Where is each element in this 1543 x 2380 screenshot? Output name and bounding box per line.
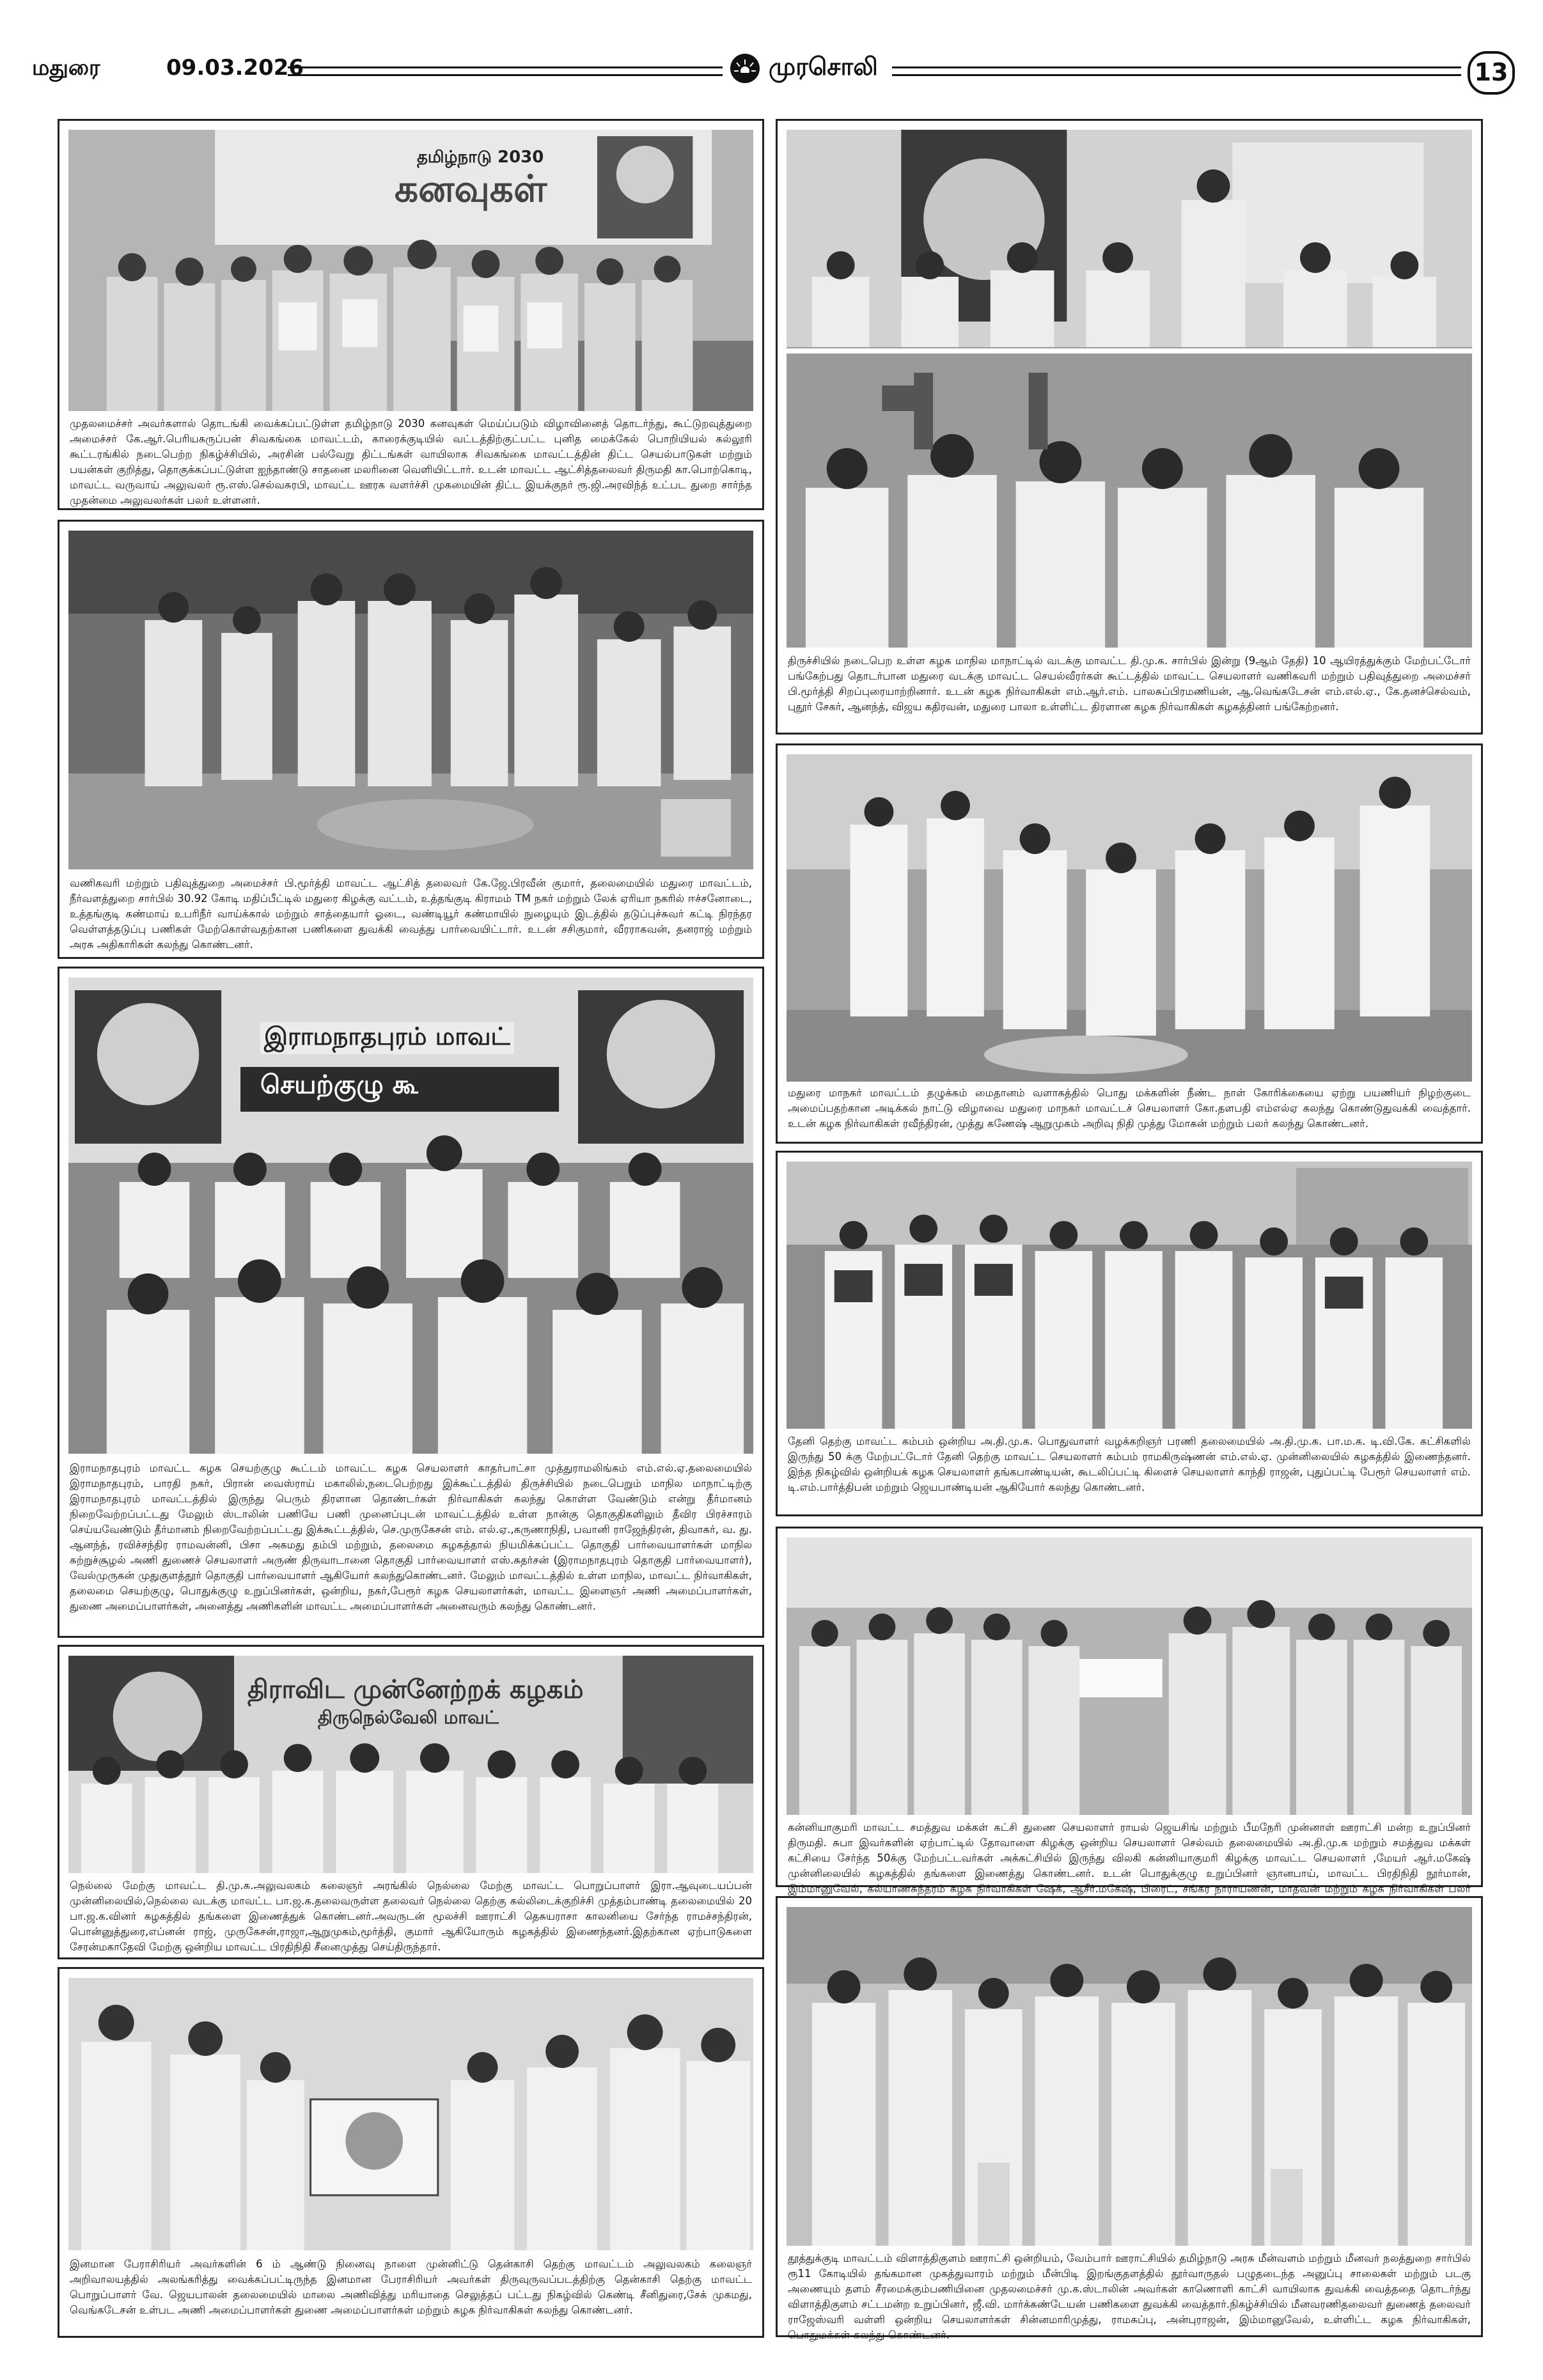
news-photo-panel-6: [776, 119, 1483, 735]
news-photo-panel-2: [58, 520, 764, 959]
news-photo-panel-5: [58, 1967, 764, 2338]
newspaper-name: முரசொலி: [769, 52, 878, 81]
photo-caption-4: நெல்லை மேற்கு மாவட்ட தி.மு.க.அலுவலகம் கலைஞர் அரங்கில் நெல்லை மேற்கு மாவட்ட பொறுப்பாளர் இரா.ஆவுடையப்பன் முன்னிலையில்,நெல்லை வடக்கு மாவட்ட பா.ஜ.க.தலைவருள்ள தலைவர் நெல்லை தெற்கு கல்லிடைக்குறிச்சி முத்தம்பாண்டி தலைமையில் 20 பா.ஜ.க.வினர் கழகத்தில் தங்களை இணைத்துக் கொண்டனர்.அவருடன் மூலச்சி ஊராட்சி தெசுயராசா காலனியை சேர்ந்த ராமச்சந்திரன், பொன்னுத்துரை,எப்னன் ராஜ், முருகேசன்,ராஜா,ஆறுமுகம்,மூர்த்தி, குமார் ஆகியோரும் கழகத்தில் இணைந்தனர்.இதற்கான ஏற்பாடுகளை சேரன்மகாதேவி மேற்கு ஒன்றிய மாவட்ட பிரதிநிதி சீனைமுத்து செய்திருந்தார்.: [70, 1879, 752, 1953]
photo-caption-8: தேனி தெற்கு மாவட்ட கம்பம் ஒன்றிய அ.தி.மு.க. பொதுவாளர் வழக்கறிஞர் பரணி தலைமையில் அ.தி.மு.க. பா.ம.க. டி.வி.கே. கட்சிகளில் இருந்து 50 க்கு மேற்பட்டோர் தேனி தெற்கு மாவட்ட செயலாளர் கம்பம் ராமகிருஷ்ணன் எம்.எல்.ஏ. முன்னிலையில் கழகத்தில் இணைந்தனர். இந்த நிகழ்வில் ஒன்றியக் கழக செயலாளர் தங்கபாண்டியன், கூடலிப்பட்டி கிளைச் செயலாளர் காந்தி ராஜன், புதுப்பட்டி பேரூர் செயலாளர் எம். டி.எம்.பார்த்திபன் மற்றும் ஜெயபாண்டியன் ஆகியோர் கலந்து கொண்டனர்.: [788, 1435, 1471, 1493]
news-photo-panel-9: [776, 1527, 1483, 1895]
photo-caption-2: வணிகவரி மற்றும் பதிவுத்துறை அமைச்சர் பி.மூர்த்தி மாவட்ட ஆட்சித் தலைவர் கே.ஜே.பிரவீன் குமார், தலைமையில் மதுரை மாவட்டம், நீர்வளத்துறை சார்பில் 30.92 கோடி மதிப்பீட்டில் மதுரை கிழக்கு வட்டம், உத்தங்குடி கிராமம் TM நகர் மற்றும் லேக் ஏரியா நகரில் ஈச்சனோடை, உத்தங்குடி கண்மாய் உபரிநீர் வாய்க்கால் மற்றும் சாத்தையார் ஓடை, வண்டியூர் கண்மாயில் நுழையும் இடத்தில் தடுப்புச்சுவர் கட்டி நிரந்தர வெள்ளத்தடுப்பு பணிகள் மேற்கொள்வதற்கான பணிகளை துவக்கி வைத்து பார்வையிட்டார். உடன் சசிகுமார், வீரராகவன், தனராஜ் மற்றும் அரசு அதிகாரிகள் கலந்து கொண்டனர்.: [70, 877, 752, 951]
news-photo-1: [68, 130, 753, 411]
news-photo-3: [68, 977, 753, 1454]
issue-date: 09.03.2026: [166, 55, 304, 81]
news-photo-5: [68, 1978, 753, 2250]
news-photo-panel-1: [58, 119, 764, 510]
city-name: மதுரை: [32, 55, 100, 81]
photo-caption-3: இராமநாதபுரம் மாவட்ட கழக செயற்குழு கூட்டம் மாவட்ட கழக செயலாளர் காதர்பாட்சா முத்துராமலிங்கம் எம்.எல்.ஏ.தலைமையில் இராமநாதபுரம், பாரதி நகர், பிரான் வைஸ்ராய் மகாலில்,நடைபெற்றது இக்கூட்டத்தில் திருச்சியில் நடைபெறும் மாநில மாநாட்டிற்கு இராமநாதபுரம் மாவட்டத்தில் இருந்து பெரும் திரளான தொண்டர்கள் நிர்வாகிகள் கலந்து கொள்ள வேண்டும் என்று தீர்மானம் நிறைவேற்றப்பட்டது மேலும் ஸ்டாலின் பணியே பணி முனைப்புடன் மாவட்டத்தில் உள்ள நான்கு தொகுதிகளிலும் தீவிர பிரச்சாரம் செய்யவேண்டும் தீர்மானம் நிறைவேற்றப்பட்டது இக்கூட்டத்தில், செ.முருகேசன் எம். எல்.ஏ.,கருணாநிதி, பவானி ராஜேந்திரன், திவாகர், வ. து. ஆனந்த், ரவிச்சந்திர ராமவன்னி, பிசா அகமது தம்பி மற்றும், தலைமை கழகத்தால் நியமிக்கப்பட்ட தொகுதி பார்வையாளர்கள் மாநில சுற்றுச்சூழல் அணி துணைச் செயலாளர் அருண் திருவாடானை தொகுதி பார்வையாளர் எஸ்.சுதர்சன் (இராமநாதபுரம் தொகுதி பார்வையாளர்), வேல்முருகன் முதுகுளத்தூர் தொகுதி பார்வையாளர் ஆகியோர் கலந்துகொண்டனர். மேலும் மாவட்டத்தில் உள்ள மாநில, மாவட்ட நிர்வாகிகள், தலைமை செயற்குழு, பொதுக்குழு உறுப்பினர்கள், ஒன்றிய, நகர்,பேரூர் கழக செயலாளர்கள், மாவட்ட இளைஞர் அணி அமைப்பாளர்கள், துணை அமைப்பாளர்கள், அனைத்து அணிகளின் மாவட்ட அமைப்பாளர்கள் அனைவரும் கலந்து கொண்டனர்.: [70, 1462, 752, 1612]
banner-text-line-2: திருநெல்வேலி மாவட்: [318, 1707, 499, 1728]
news-photo-panel-4: [58, 1645, 764, 1959]
header-rule-right: [892, 66, 1461, 76]
banner-text-line-1: இராமநாதபுரம் மாவட்: [260, 1022, 514, 1054]
banner-title-big: கனவுகள்: [395, 167, 547, 210]
banner-text-line-1: திராவிட முன்னேற்றக் கழகம்: [247, 1675, 584, 1704]
photo-caption-7: மதுரை மாநகர் மாவட்டம் தழுக்கம் மைதானம் வளாகத்தில் பொது மக்களின் நீண்ட நாள் கோரிக்கையை ஏற்று பயணியர் நிழற்குடை அமைப்பதற்கான அடிக்கல் நாட்டு விழாவை மதுரை மாநகர் மாவட்டச் செயலாளர் கோ.தளபதி எம்எல்ஏ கலந்து கொண்டுதுவக்கி வைத்தார். உடன் கழக நிர்வாகிகள் ரவீந்திரன், முத்து கணேஷ் ஆறுமுகம் அறிவு நிதி முத்து மோகன் மற்றும் பலர் கலந்து கொண்டனர்.: [788, 1087, 1471, 1130]
page-number: 13: [1468, 51, 1515, 95]
news-photo-2: [68, 531, 753, 869]
page-header: [32, 50, 1516, 95]
news-photo-panel-3: [58, 967, 764, 1638]
news-photo-6: [787, 130, 1472, 648]
photo-caption-1: முதலமைச்சர் அவர்களால் தொடங்கி வைக்கப்பட்டுள்ள தமிழ்நாடு 2030 கனவுகள் மெய்ப்படும் விழாவினைத் தொடர்ந்து, கூட்டுறவுத்துறை அமைச்சர் கே.ஆர்.பெரியகருப்பன் சிவகங்கை மாவட்டம், காரைக்குடியில் வட்டத்திற்குட்பட்ட புனித மைக்கேல் பொறியியல் கல்லூரி கூட்டரங்கில் நடைபெற்ற நிகழ்ச்சியில், அரசின் பல்வேறு திட்டங்கள் வாயிலாக சிவகங்கை மாவட்டத்தின் திட்ட செயல்பாடுகள் மற்றும் பயன்கள் குறித்து, தொகுக்கப்பட்டுள்ள ஐந்தாண்டு சாதனை மலரினை வெளியிட்டார். உடன் மாவட்ட ஆட்சித்தலைவர் திருமதி கா.பொற்கொடி, மாவட்ட வருவாய் அலுவலர் ரூ.எஸ்.செல்வசுரபி, மாவட்ட ஊரக வளர்ச்சி முகமையின் திட்ட இயக்குநர் ரூ.ஜி.அரவிந்த் உட்பட துறை சார்ந்த முதன்மை அலுவலர்கள் பலர் உள்ளனர்.: [70, 417, 752, 506]
news-photo-panel-8: [776, 1151, 1483, 1516]
photo-caption-9: கன்னியாகுமரி மாவட்ட சமத்துவ மக்கள் கட்சி துணை செயலாளர் ராயல் ஜெயசிங் மற்றும் பீமநேரி முன்னாள் ஊராட்சி மன்ற உறுப்பினர் திருமதி. சுபா இவர்களின் ஏற்பாட்டில் தோவாளை கிழக்கு ஒன்றிய செயலாளர் செல்வம் தலைமையில் அ.தி.மு.க மற்றும் சமத்துவ மக்கள் கட்சியை சேர்ந்த 50க்கு மேற்பட்டவர்கள் அக்கட்சியில் இருந்து விலகி கன்னியாகுமரி கிழக்கு மாவட்ட செயலாளர் ,மேயர் ஆர்.மகேஷ் முன்னிலையில் கழகத்தில் தங்களை இணைத்து கொண்டனர். உடன் பொதுக்குழு உறுப்பினர் ஞானபாய், மாவட்ட பிரதிநிதி நூர்மான், இம்மானுவேல், கல்யாணசுந்தரம் கழக நிர்வாகிகள் ஷேக், ஆசீர்.மகேஷ், பிரைட், சங்கர நாராயணன், மாதவன் மற்றும் கழக நிர்வாகிகள் பலர்: [788, 1821, 1471, 1895]
news-photo-8: [787, 1162, 1472, 1429]
rising-sun-emblem-icon: [730, 54, 760, 83]
header-rule-left: [288, 66, 723, 76]
photo-caption-5: இனமான பேராசிரியர் அவர்களின் 6 ம் ஆண்டு நினைவு நாளை முன்னிட்டு தென்காசி தெற்கு மாவட்டம் அலுவலகம் கலைஞர் அறிவாலயத்தில் அலங்கரித்து வைக்கப்பட்டிருந்த இனமான பேராசிரியர் அவர்கள் திருவுருவப்படத்திற்கு தென்காசி தெற்கு மாவட்ட பொறுப்பாளர் வே. ஜெயபாலன் தலைமையில் மாலை அணிவித்து மரியாதை செலுத்தப் பட்டது நிகழ்வில் கெண்டி சீனிதுரை,சேக் முகமது, வெங்கடேசன் உள்பட அணி அமைப்பாளர்கள் துணை அமைப்பாளர்கள் மற்றும் கழக நிர்வாகிகள் கலந்து கொண்டனர்.: [70, 2258, 752, 2316]
news-photo-4: [68, 1656, 753, 1873]
news-photo-9: [787, 1537, 1472, 1815]
banner-text-line-2: செயற்குழு கூ: [260, 1070, 418, 1100]
photo-caption-6: திருச்சியில் நடைபெற உள்ள கழக மாநில மாநாட்டில் வடக்கு மாவட்ட தி.மு.க. சார்பில் இன்று (9ஆம் தேதி) 10 ஆயிரத்துக்கும் மேற்பட்டோர் பங்கேற்பது தொடர்பான மதுரை வடக்கு மாவட்ட செயல்வீரர்கள் கூட்டத்தில் மாவட்ட செயலாளர் வணிகவரி மற்றும் பதிவுத்துறை அமைச்சர் பி.மூர்த்தி சிறப்புரையாற்றினார். உடன் கழக நிர்வாகிகள் எம்.ஆர்.எம். பாலசுப்பிரமணியன், ஆ.வெங்கடேசன் எம்.எல்.ஏ., கே.தனச்செல்வம், புதூர் சேகர், ஆனந்த், விஜய கதிரவன், மதுரை பாலா உள்ளிட்ட திரளான கழக நிர்வாகிகள் கழகத்தினர் பங்கேற்றனர்.: [788, 655, 1471, 713]
news-photo-panel-7: [776, 743, 1483, 1144]
banner-title-small: தமிழ்நாடு 2030: [417, 148, 544, 167]
news-photo-7: [787, 754, 1472, 1082]
news-photo-10: [787, 1907, 1472, 2246]
news-photo-panel-10: [776, 1896, 1483, 2341]
photo-caption-10: தூத்துக்குடி மாவட்டம் விளாத்திகுளம் ஊராட்சி ஒன்றியம், வேம்பார் ஊராட்சியில் தமிழ்நாடு அரசு மீன்வளம் மற்றும் மீனவர் நலத்துறை சார்பில் ரூ11 கோடியில் தங்கமான முகத்துவாரம் மற்றும் மீன்பிடி இறங்குதளத்தில் தூர்வாருதல் பழுதடைந்த அனுப்பு சாலைகள் மற்றும் படகு அணையும் தளம் சீரமைக்கும்பணியினை முதலமைச்சர் மு.க.ஸ்டாலின் அவர்கள் காணொளி காட்சி வாயிலாக துவக்கி வைத்ததை தொடர்ந்து விளாத்திகுளம் சட்டமன்ற உறுப்பினர், ஜீ.வி. மார்க்கண்டேயன் பணிகளை துவக்கி வைத்தார்.நிகழ்ச்சியில் மீனவரணிதலைவர் துணைத் தலைவர் ராஜேஸ்வரி வள்ளி ஒன்றிய செயலாளர்கள் சின்னமாரிமுத்து, ராமசுப்பு, அன்புராஜன், இம்மானுவேல், உள்ளிட்ட கழக நிர்வாகிகள், பொதுமக்கள் கலந்து கொண்டனர்.: [788, 2252, 1471, 2341]
